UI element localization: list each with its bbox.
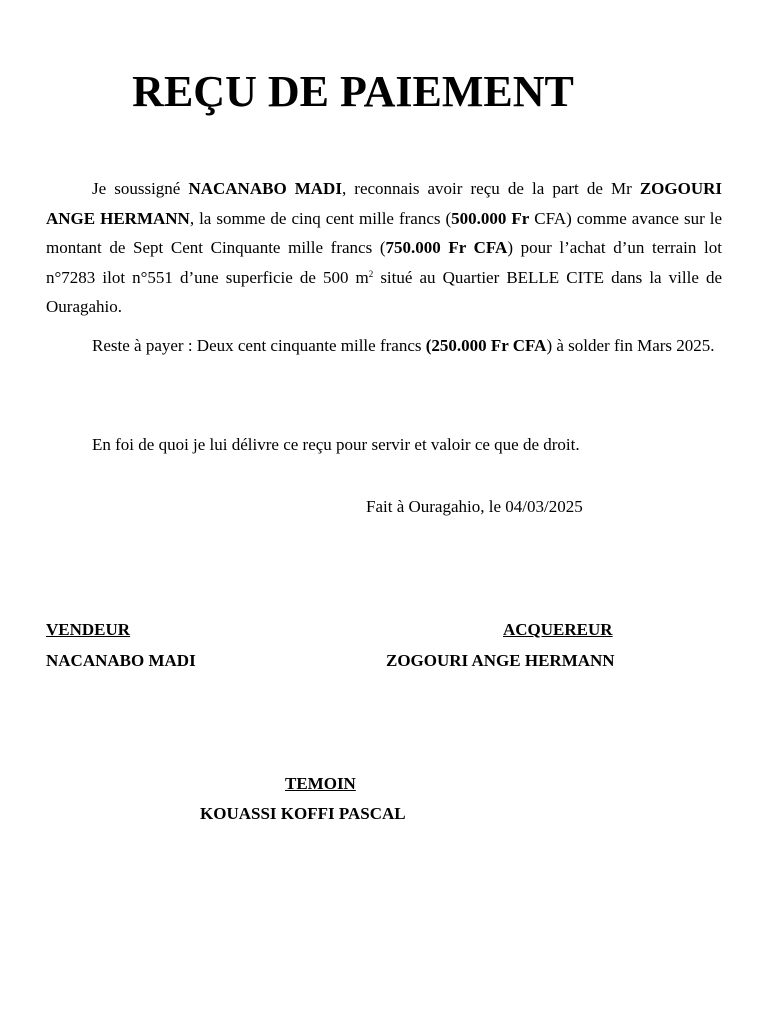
buyer-name-inline: ZOGOURI ANGE HERMANN (46, 179, 722, 228)
text-segment: ) à solder fin Mars 2025. (546, 335, 715, 355)
payment-paragraph (46, 174, 722, 322)
remaining-amount: (250.000 Fr CFA (425, 335, 547, 355)
superscript: 2 (368, 268, 374, 279)
text-segment: , reconnais avoir reçu de la part de Mr (341, 179, 640, 198)
text-segment: Reste à payer : Deux cent cinquante mille francs (92, 335, 426, 355)
vendor-label: VENDEUR (46, 620, 131, 639)
remaining-paragraph (46, 331, 722, 361)
text-segment: Je soussigné (92, 179, 189, 198)
witness-label: TEMOIN (285, 774, 356, 793)
vendor-name: NACANABO MADI (46, 651, 196, 670)
buyer-name: ZOGOURI ANGE HERMANN (386, 651, 615, 670)
text-segment: ) pour l’achat d’un terrain lot n°7283 ilot n°551 d’une superficie de 500 m (46, 238, 722, 287)
text-segment: CFA) comme avance sur le montant de Sept Cent Cinquante mille francs ( (46, 208, 722, 257)
text-segment: , la somme de cinq cent mille francs ( (189, 208, 452, 228)
buyer-label: ACQUEREUR (503, 620, 613, 639)
witness-name: KOUASSI KOFFI PASCAL (200, 804, 406, 823)
receipt-body (46, 174, 722, 360)
page-title: REÇU DE PAIEMENT (132, 67, 574, 116)
place-date: Fait à Ouragahio, le 04/03/2025 (366, 497, 583, 516)
total-amount: 750.000 Fr CFA (385, 238, 508, 257)
text-segment: situé au Quartier BELLE CITE dans la ville de Ouragahio. (46, 267, 722, 316)
closing-statement: En foi de quoi je lui délivre ce reçu pour servir et valoir ce que de droit. (92, 435, 580, 454)
amount-paid: 500.000 Fr (451, 208, 530, 228)
seller-name-inline: NACANABO MADI (188, 179, 342, 198)
